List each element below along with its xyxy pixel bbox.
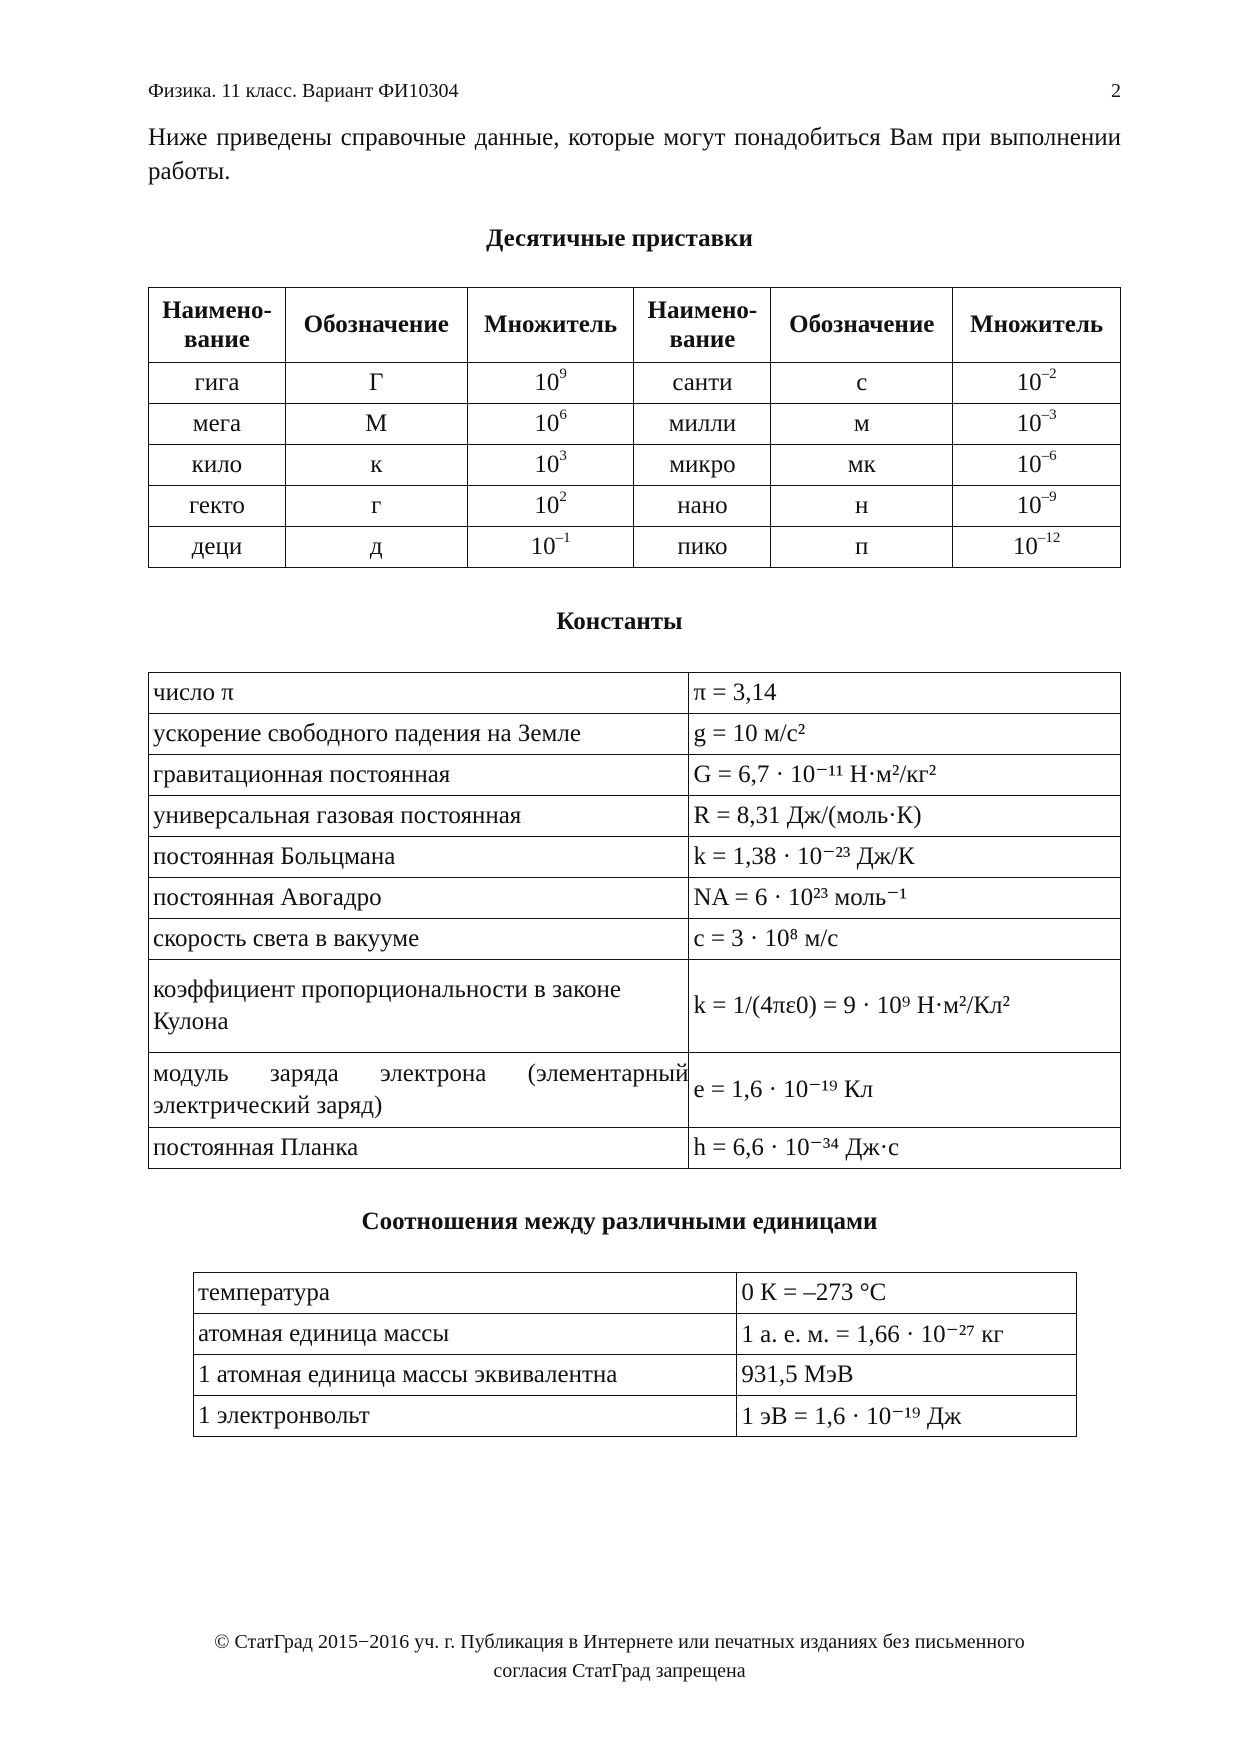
unit-name: атомная единица массы [194, 1314, 737, 1355]
constant-value: π = 3,14 [689, 673, 1121, 714]
table-row [149, 363, 1121, 404]
table-row [149, 919, 1121, 960]
table-row [149, 837, 1121, 878]
prefix-name: нано [634, 486, 771, 527]
constant-value: NA = 6 · 10²³ моль⁻¹ [689, 878, 1121, 919]
table-row [149, 878, 1121, 919]
constant-name: ускорение свободного падения на Земле [149, 714, 689, 755]
unit-value: 931,5 МэВ [737, 1355, 1077, 1396]
prefix-factor: $10^3$ [467, 445, 634, 486]
prefix-symbol: м [771, 404, 953, 445]
prefixes-header-row [149, 288, 1121, 363]
col-header-factor: Множитель [467, 288, 634, 363]
table-row [194, 1273, 1077, 1314]
unit-name: 1 электронвольт [194, 1396, 737, 1437]
table-row [149, 527, 1121, 568]
prefix-symbol: д [285, 527, 467, 568]
col-header-name: Наимено-вание [634, 288, 771, 363]
prefix-symbol: с [771, 363, 953, 404]
footer-line: согласия СтатГрад запрещена [493, 1660, 746, 1682]
intro-paragraph: Ниже приведены справочные данные, которые могут понадобиться Вам при выполнении работы. [148, 124, 1121, 185]
prefix-factor: $10^{-3}$ [953, 404, 1121, 445]
footer-line: © СтатГрад 2015−2016 уч. г. Публикация в Интернете или печатных изданиях без письменного [214, 1631, 1025, 1653]
prefix-name: кило [149, 445, 286, 486]
prefix-symbol: к [285, 445, 467, 486]
unit-name: 1 атомная единица массы эквивалентна [194, 1355, 737, 1396]
constant-name: коэффициент пропорциональности в законе Кулона [149, 960, 689, 1053]
table-row [149, 714, 1121, 755]
table-row [194, 1355, 1077, 1396]
prefix-factor: $10^{-9}$ [953, 486, 1121, 527]
prefix-name: санти [634, 363, 771, 404]
prefix-name: деци [149, 527, 286, 568]
constant-name: постоянная Планка [149, 1128, 689, 1169]
constant-value: c = 3 · 10⁸ м/с [689, 919, 1121, 960]
constant-value: k = 1/(4πε0) = 9 · 10⁹ Н·м²/Кл² [689, 960, 1121, 1053]
prefix-name: милли [634, 404, 771, 445]
prefixes-table [148, 287, 1121, 568]
col-header-name: Наимено-вание [149, 288, 286, 363]
prefix-symbol: п [771, 527, 953, 568]
prefix-factor: $10^{-2}$ [953, 363, 1121, 404]
prefix-factor: $10^6$ [467, 404, 634, 445]
page-footer [0, 1628, 1239, 1686]
prefix-name: пико [634, 527, 771, 568]
unit-value: 0 К = –273 °С [737, 1273, 1077, 1314]
prefix-name: мега [149, 404, 286, 445]
table-row [149, 445, 1121, 486]
col-header-symbol: Обозначение [771, 288, 953, 363]
units-heading: Соотношения между различными единицами [361, 1208, 878, 1235]
prefix-symbol: мк [771, 445, 953, 486]
prefix-symbol: Г [285, 363, 467, 404]
table-row [149, 1053, 1121, 1128]
table-row [149, 960, 1121, 1053]
prefix-factor: $10^{-1}$ [467, 527, 634, 568]
prefix-symbol: н [771, 486, 953, 527]
table-row [149, 673, 1121, 714]
unit-value: 1 эВ = 1,6 · 10⁻¹⁹ Дж [737, 1396, 1077, 1437]
table-row [194, 1396, 1077, 1437]
page-number: 2 [1111, 80, 1121, 102]
constant-name: скорость света в вакууме [149, 919, 689, 960]
table-row [149, 755, 1121, 796]
constant-value: g = 10 м/с² [689, 714, 1121, 755]
prefix-factor: $10^{-12}$ [953, 527, 1121, 568]
table-row [149, 486, 1121, 527]
constant-name: гравитационная постоянная [149, 755, 689, 796]
table-row [149, 404, 1121, 445]
table-row [149, 1128, 1121, 1169]
prefix-name: микро [634, 445, 771, 486]
prefix-name: гига [149, 363, 286, 404]
constant-value: R = 8,31 Дж/(моль·К) [689, 796, 1121, 837]
units-table [193, 1272, 1077, 1437]
constant-name: универсальная газовая постоянная [149, 796, 689, 837]
page-header [148, 80, 1121, 103]
constant-name: число π [149, 673, 689, 714]
constant-name: модуль заряда электрона (элементарный электрический заряд) [149, 1053, 689, 1128]
constant-value: e = 1,6 · 10⁻¹⁹ Кл [689, 1053, 1121, 1128]
prefix-symbol: М [285, 404, 467, 445]
constants-heading: Константы [556, 608, 683, 635]
constant-value: h = 6,6 · 10⁻³⁴ Дж·с [689, 1128, 1121, 1169]
prefix-factor: $10^2$ [467, 486, 634, 527]
constant-value: k = 1,38 · 10⁻²³ Дж/К [689, 837, 1121, 878]
prefix-name: гекто [149, 486, 286, 527]
constant-value: G = 6,7 · 10⁻¹¹ Н·м²/кг² [689, 755, 1121, 796]
table-row [149, 796, 1121, 837]
constant-name: постоянная Больцмана [149, 837, 689, 878]
prefixes-heading: Десятичные приставки [486, 225, 753, 252]
col-header-factor: Множитель [953, 288, 1121, 363]
prefix-factor: $10^9$ [467, 363, 634, 404]
unit-value: 1 а. е. м. = 1,66 · 10⁻²⁷ кг [737, 1314, 1077, 1355]
constant-name: постоянная Авогадро [149, 878, 689, 919]
unit-name: температура [194, 1273, 737, 1314]
constants-table [148, 672, 1121, 1169]
col-header-symbol: Обозначение [285, 288, 467, 363]
table-row [194, 1314, 1077, 1355]
prefix-factor: $10^{-6}$ [953, 445, 1121, 486]
header-title: Физика. 11 класс. Вариант ФИ10304 [148, 80, 459, 102]
prefix-symbol: г [285, 486, 467, 527]
